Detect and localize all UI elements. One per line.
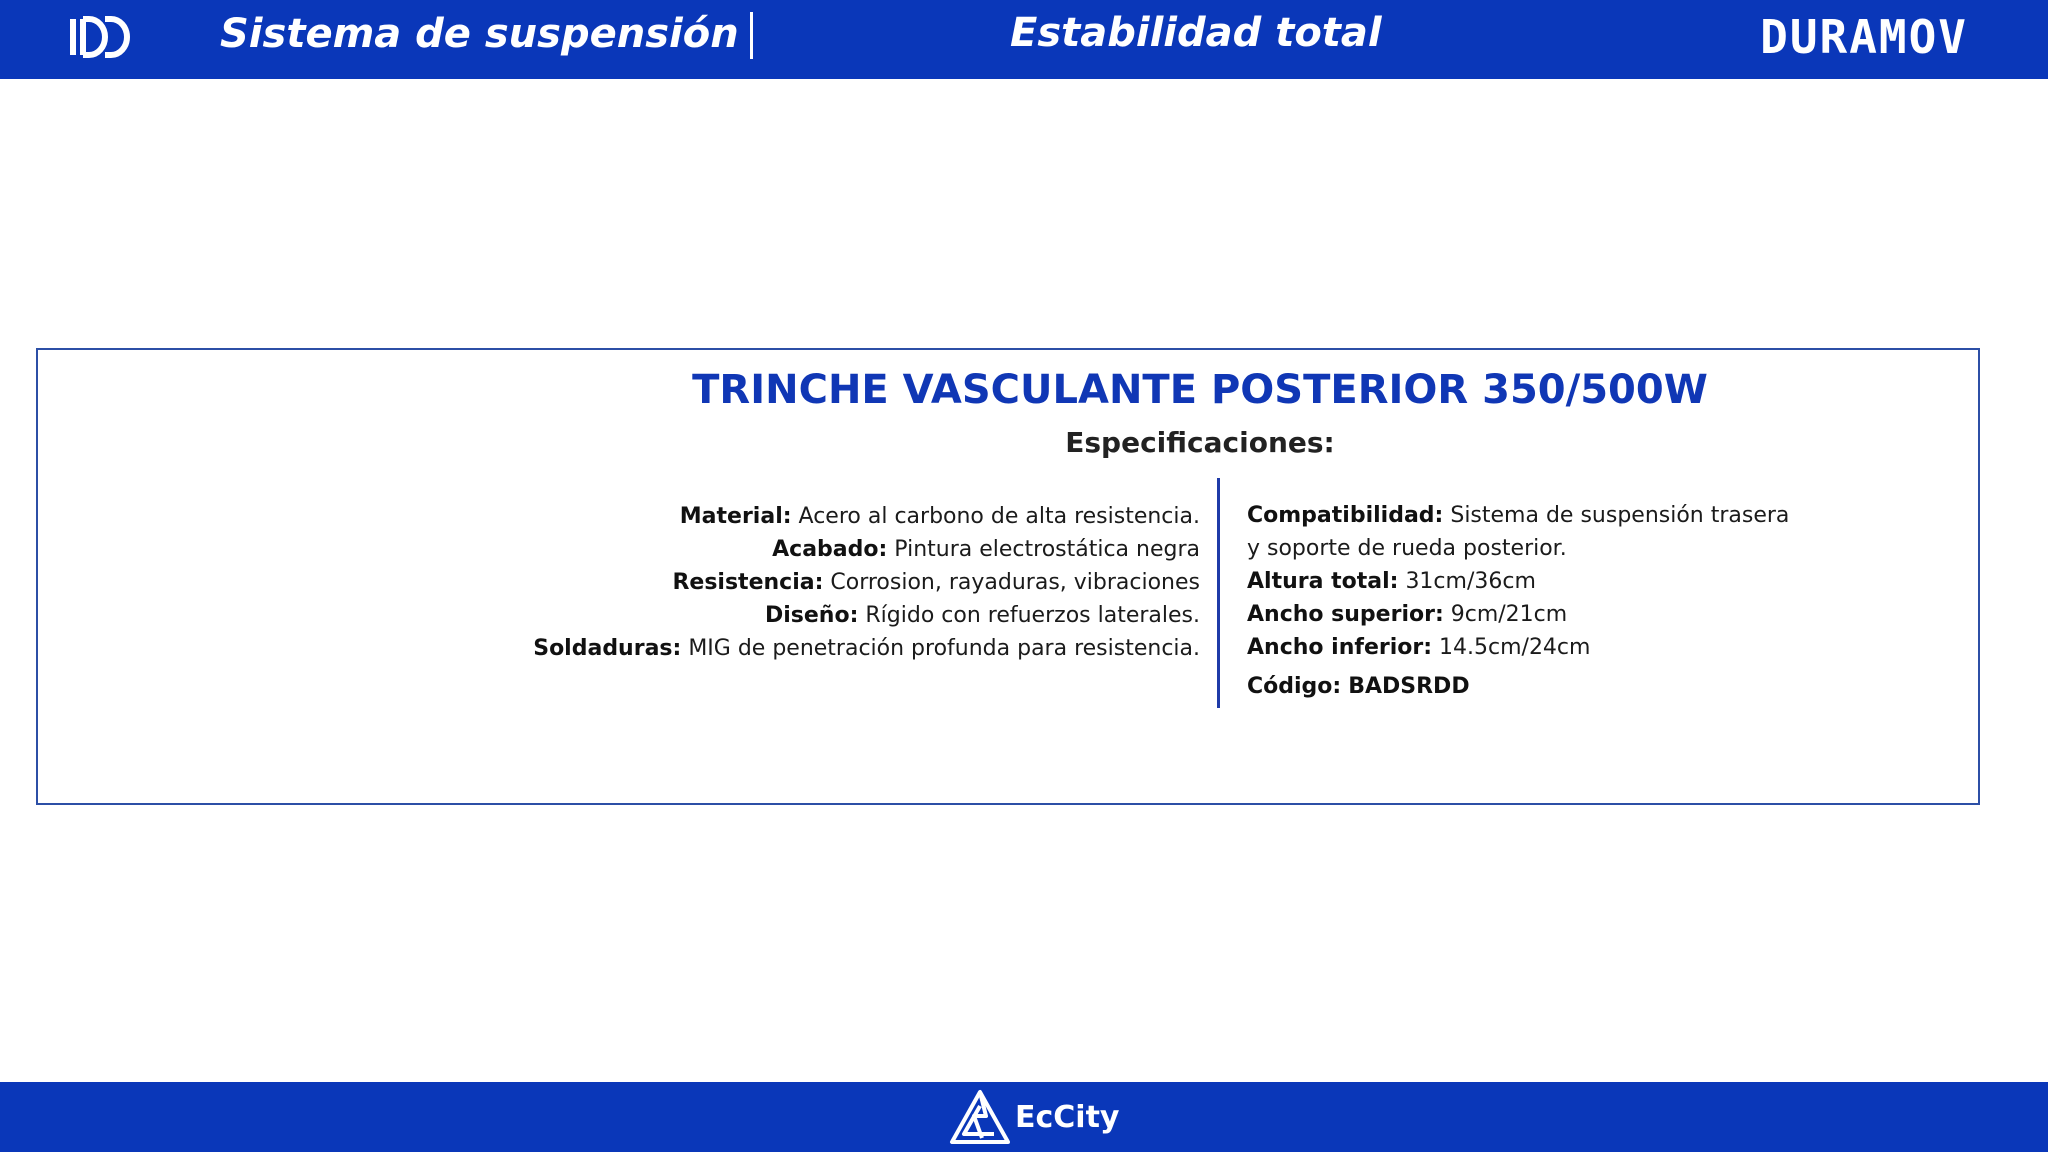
spec-value: MIG de penetración profunda para resistencia.: [688, 636, 1200, 661]
spec-label: Ancho superior:: [1247, 602, 1444, 627]
spec-label: Compatibilidad:: [1247, 503, 1444, 528]
spec-value: Sistema de suspensión trasera: [1450, 503, 1790, 528]
product-title: TRINCHE VASCULANTE POSTERIOR 350/500W: [692, 367, 1708, 413]
specs-heading: Especificaciones:: [1065, 426, 1335, 459]
spec-column-divider: [1217, 478, 1220, 708]
spec-value: 31cm/36cm: [1405, 569, 1536, 594]
spec-code-value: BADSRDD: [1348, 674, 1470, 699]
spec-finish: [330, 533, 1200, 566]
spec-welding: [330, 632, 1200, 665]
spec-value: Corrosion, rayaduras, vibraciones: [830, 570, 1200, 595]
spec-label: Soldaduras:: [533, 636, 682, 661]
spec-value: Acero al carbono de alta resistencia.: [798, 504, 1200, 529]
eccity-logo-text: EcCity: [1015, 1100, 1120, 1135]
ddd-logo-icon: [67, 15, 139, 59]
header-section-title: Sistema de suspensión: [220, 11, 739, 57]
spec-label: Código:: [1247, 674, 1342, 699]
header-divider: [750, 12, 753, 59]
spec-label: Resistencia:: [672, 570, 824, 595]
spec-resistance: [330, 566, 1200, 599]
spec-top-width: [1247, 598, 1947, 631]
eccity-logo-icon: [946, 1088, 1016, 1148]
spec-compatibility-continued: y soporte de rueda posterior.: [1247, 536, 1567, 561]
spec-bottom-width: [1247, 631, 1947, 664]
spec-material: [330, 500, 1200, 533]
spec-product-code: [1247, 670, 1947, 703]
spec-column-right: [1247, 499, 1947, 703]
duramov-logo: DURAMOV: [1760, 10, 1968, 64]
spec-label: Altura total:: [1247, 569, 1399, 594]
spec-design: [330, 599, 1200, 632]
spec-column-left: [330, 500, 1200, 665]
spec-label: Ancho inferior:: [1247, 635, 1433, 660]
spec-compatibility: [1247, 499, 1947, 532]
spec-value: 14.5cm/24cm: [1439, 635, 1591, 660]
spec-label: Diseño:: [764, 603, 859, 628]
spec-total-height: [1247, 565, 1947, 598]
spec-label: Acabado:: [772, 537, 888, 562]
spec-value: 9cm/21cm: [1450, 602, 1568, 627]
spec-label: Material:: [679, 504, 792, 529]
header-tagline: Estabilidad total: [1010, 10, 1382, 56]
spec-value: Rígido con refuerzos laterales.: [865, 603, 1200, 628]
spec-value: Pintura electrostática negra: [894, 537, 1200, 562]
